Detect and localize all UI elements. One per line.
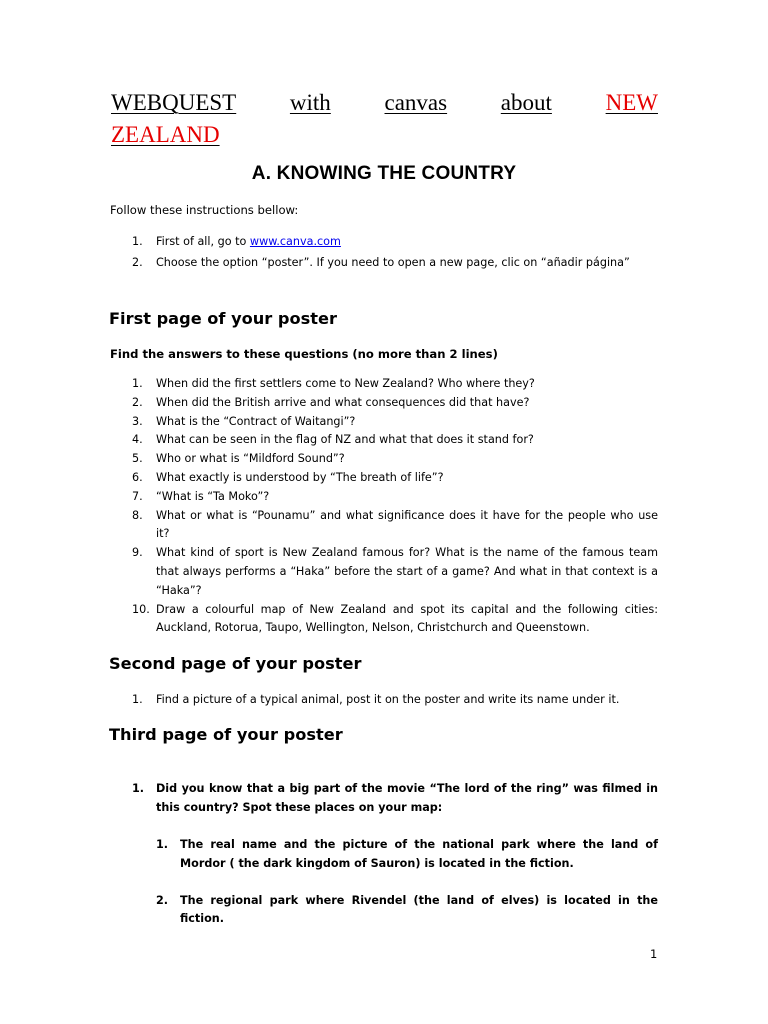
list-number: 1. (132, 377, 143, 390)
title-word-red: ZEALAND (111, 122, 220, 147)
instructions-list (110, 233, 658, 273)
title-word: canvas (384, 90, 448, 115)
list-number: 2. (132, 255, 143, 269)
title-line-1 (111, 87, 658, 119)
canva-link[interactable]: www.canva.com (249, 235, 341, 248)
list-text: What is the “Contract of Waitangi”? (156, 414, 356, 428)
list-number: 1. (132, 235, 143, 248)
list-text: What or what is “Pounamu” and what significance does it have for the people who use it? (156, 508, 658, 541)
list-number: 2. (156, 893, 169, 907)
title-word: about (500, 90, 552, 115)
questions-subheading: Find the answers to these questions (no more than 2 lines) (110, 347, 498, 361)
list-number: 5. (132, 452, 143, 466)
list-item (134, 892, 658, 930)
list-item (110, 254, 658, 273)
third-page-sublist (134, 836, 658, 929)
list-number: 1. (132, 782, 145, 795)
list-text: The real name and the picture of the national park where the land of Mordor ( the dark kingdom of Sauron) is located in the fiction. (180, 838, 658, 870)
list-text: What can be seen in the flag of NZ and what that does it stand for? (156, 433, 534, 447)
list-text: Draw a colourful map of New Zealand and spot its capital and the following cities: Auckland, Rotorua, Taupo, Wellington, Nelson, Christchurch and Queenstown. (156, 602, 658, 635)
list-number: 8. (132, 508, 143, 522)
list-text: Who or what is “Mildford Sound”? (156, 452, 345, 466)
list-item (110, 233, 658, 252)
list-text: First of all, go to (156, 235, 250, 248)
list-text: Did you know that a big part of the movie “The lord of the ring” was filmed in this country? Spot these places on your map: (156, 782, 658, 814)
list-text: The regional park where Rivendel (the land of elves) is located in the fiction. (180, 893, 658, 926)
intro-text: Follow these instructions bellow: (110, 203, 299, 217)
list-number: 6. (132, 470, 143, 484)
list-number: 2. (132, 395, 143, 409)
list-number: 1. (156, 838, 169, 851)
first-page-heading: First page of your poster (109, 309, 337, 328)
second-page-heading: Second page of your poster (109, 654, 362, 673)
list-number: 3. (132, 414, 143, 428)
list-item (110, 375, 658, 394)
title-word: with (289, 90, 331, 115)
list-number: 7. (132, 489, 143, 503)
title-word: WEBQUEST (111, 90, 237, 115)
list-item (110, 601, 658, 639)
title-word-red: NEW (605, 90, 658, 115)
list-item (110, 469, 658, 488)
list-item (110, 394, 658, 413)
list-item (110, 431, 658, 450)
section-heading: A. KNOWING THE COUNTRY (251, 163, 517, 184)
list-item (110, 507, 658, 545)
list-item (110, 544, 658, 600)
list-number: 4. (132, 433, 143, 447)
list-text: When did the British arrive and what consequences did that have? (156, 395, 530, 409)
document-title (111, 87, 658, 151)
list-text: When did the first settlers come to New Zealand? Who where they? (156, 377, 535, 390)
list-number: 9. (132, 546, 143, 560)
list-number: 1. (132, 693, 143, 706)
list-item (110, 691, 658, 710)
page-number: 1 (650, 947, 658, 961)
third-page-heading: Third page of your poster (109, 725, 343, 744)
list-text: What exactly is understood by “The breath of life”? (156, 470, 444, 484)
list-text: “What is “Ta Moko”? (156, 489, 270, 503)
list-item (110, 780, 658, 818)
list-number: 10. (132, 602, 150, 616)
list-text: Choose the option “poster”. If you need to open a new page, clic on “añadir página” (156, 255, 630, 269)
list-item (110, 488, 658, 507)
list-item (110, 450, 658, 469)
list-item (134, 836, 658, 874)
questions-list (110, 375, 658, 638)
list-item (110, 413, 658, 432)
second-page-list (110, 691, 658, 710)
third-page-list (110, 780, 658, 818)
list-text: What kind of sport is New Zealand famous for? What is the name of the famous team that always performs a “Haka” before the start of a game? And what in that context is a “Haka”? (156, 546, 658, 597)
list-text: Find a picture of a typical animal, post it on the poster and write its name under it. (156, 693, 620, 706)
title-line-2 (111, 119, 658, 151)
